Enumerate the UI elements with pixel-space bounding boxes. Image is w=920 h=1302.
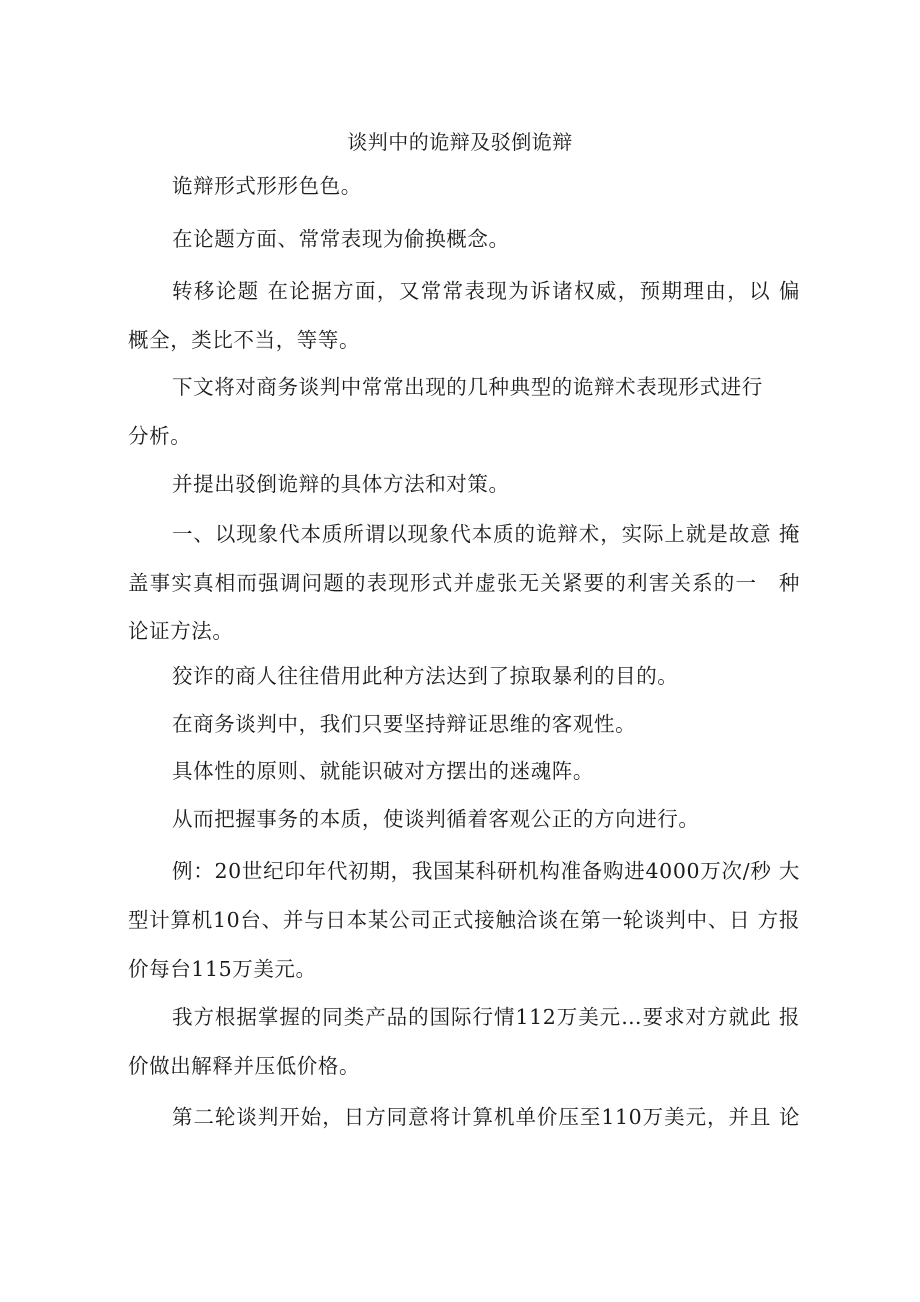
paragraph-continuation-line: 盖事实真相而强调问题的表现形式并虚张无关紧要的利害关系的一 种: [128, 571, 800, 595]
paragraph-first-line: 狡诈的商人往往借用此种方法达到了掠取暴利的目的。: [172, 664, 679, 688]
paragraph-first-line: 从而把握事务的本质，使谈判循着客观公正的方向进行。: [172, 807, 700, 831]
paragraph-continuation-line: 分析。: [128, 424, 192, 448]
paragraph-continuation-line: 价做出解释并压低价格。: [128, 1054, 361, 1078]
paragraph-continuation-line: 价每台115万美元。: [128, 957, 317, 981]
paragraph-first-line: 在商务谈判中，我们只要坚持辩证思维的客观性。: [172, 712, 637, 736]
paragraph-first-line: 例：20世纪印年代初期，我国某科研机构准备购进4000万次/秒 大: [172, 859, 800, 883]
document-title: 谈判中的诡辩及驳倒诡辩: [347, 130, 573, 154]
paragraph-first-line: 具体性的原则、就能识破对方摆出的迷魂阵。: [172, 759, 594, 783]
paragraph-first-line: 第二轮谈判开始，日方同意将计算机单价压至110万美元，并且 论: [172, 1105, 800, 1129]
paragraph-continuation-line: 型计算机10台、并与日本某公司正式接触洽谈在第一轮谈判中、日 方报: [128, 908, 800, 932]
paragraph-continuation-line: 论证方法。: [128, 619, 234, 643]
paragraph-first-line: 我方根据掌握的同类产品的国际行情112万美元…要求对方就此 报: [172, 1005, 800, 1029]
paragraph-continuation-line: 概全，类比不当，等等。: [128, 328, 361, 352]
paragraph-first-line: 转移论题 在论据方面，又常常表现为诉诸权威，预期理由，以 偏: [172, 279, 800, 303]
paragraph-first-line: 并提出驳倒诡辩的具体方法和对策。: [172, 472, 510, 496]
paragraph-first-line: 下文将对商务谈判中常常出现的几种典型的诡辩术表现形式进行: [172, 375, 763, 399]
paragraph-first-line: 诡辩形式形形色色。: [172, 174, 362, 198]
paragraph-first-line: 在论题方面、常常表现为偷换概念。: [172, 227, 510, 251]
paragraph-first-line: 一、以现象代本质所谓以现象代本质的诡辩术，实际上就是故意 掩: [172, 522, 800, 546]
